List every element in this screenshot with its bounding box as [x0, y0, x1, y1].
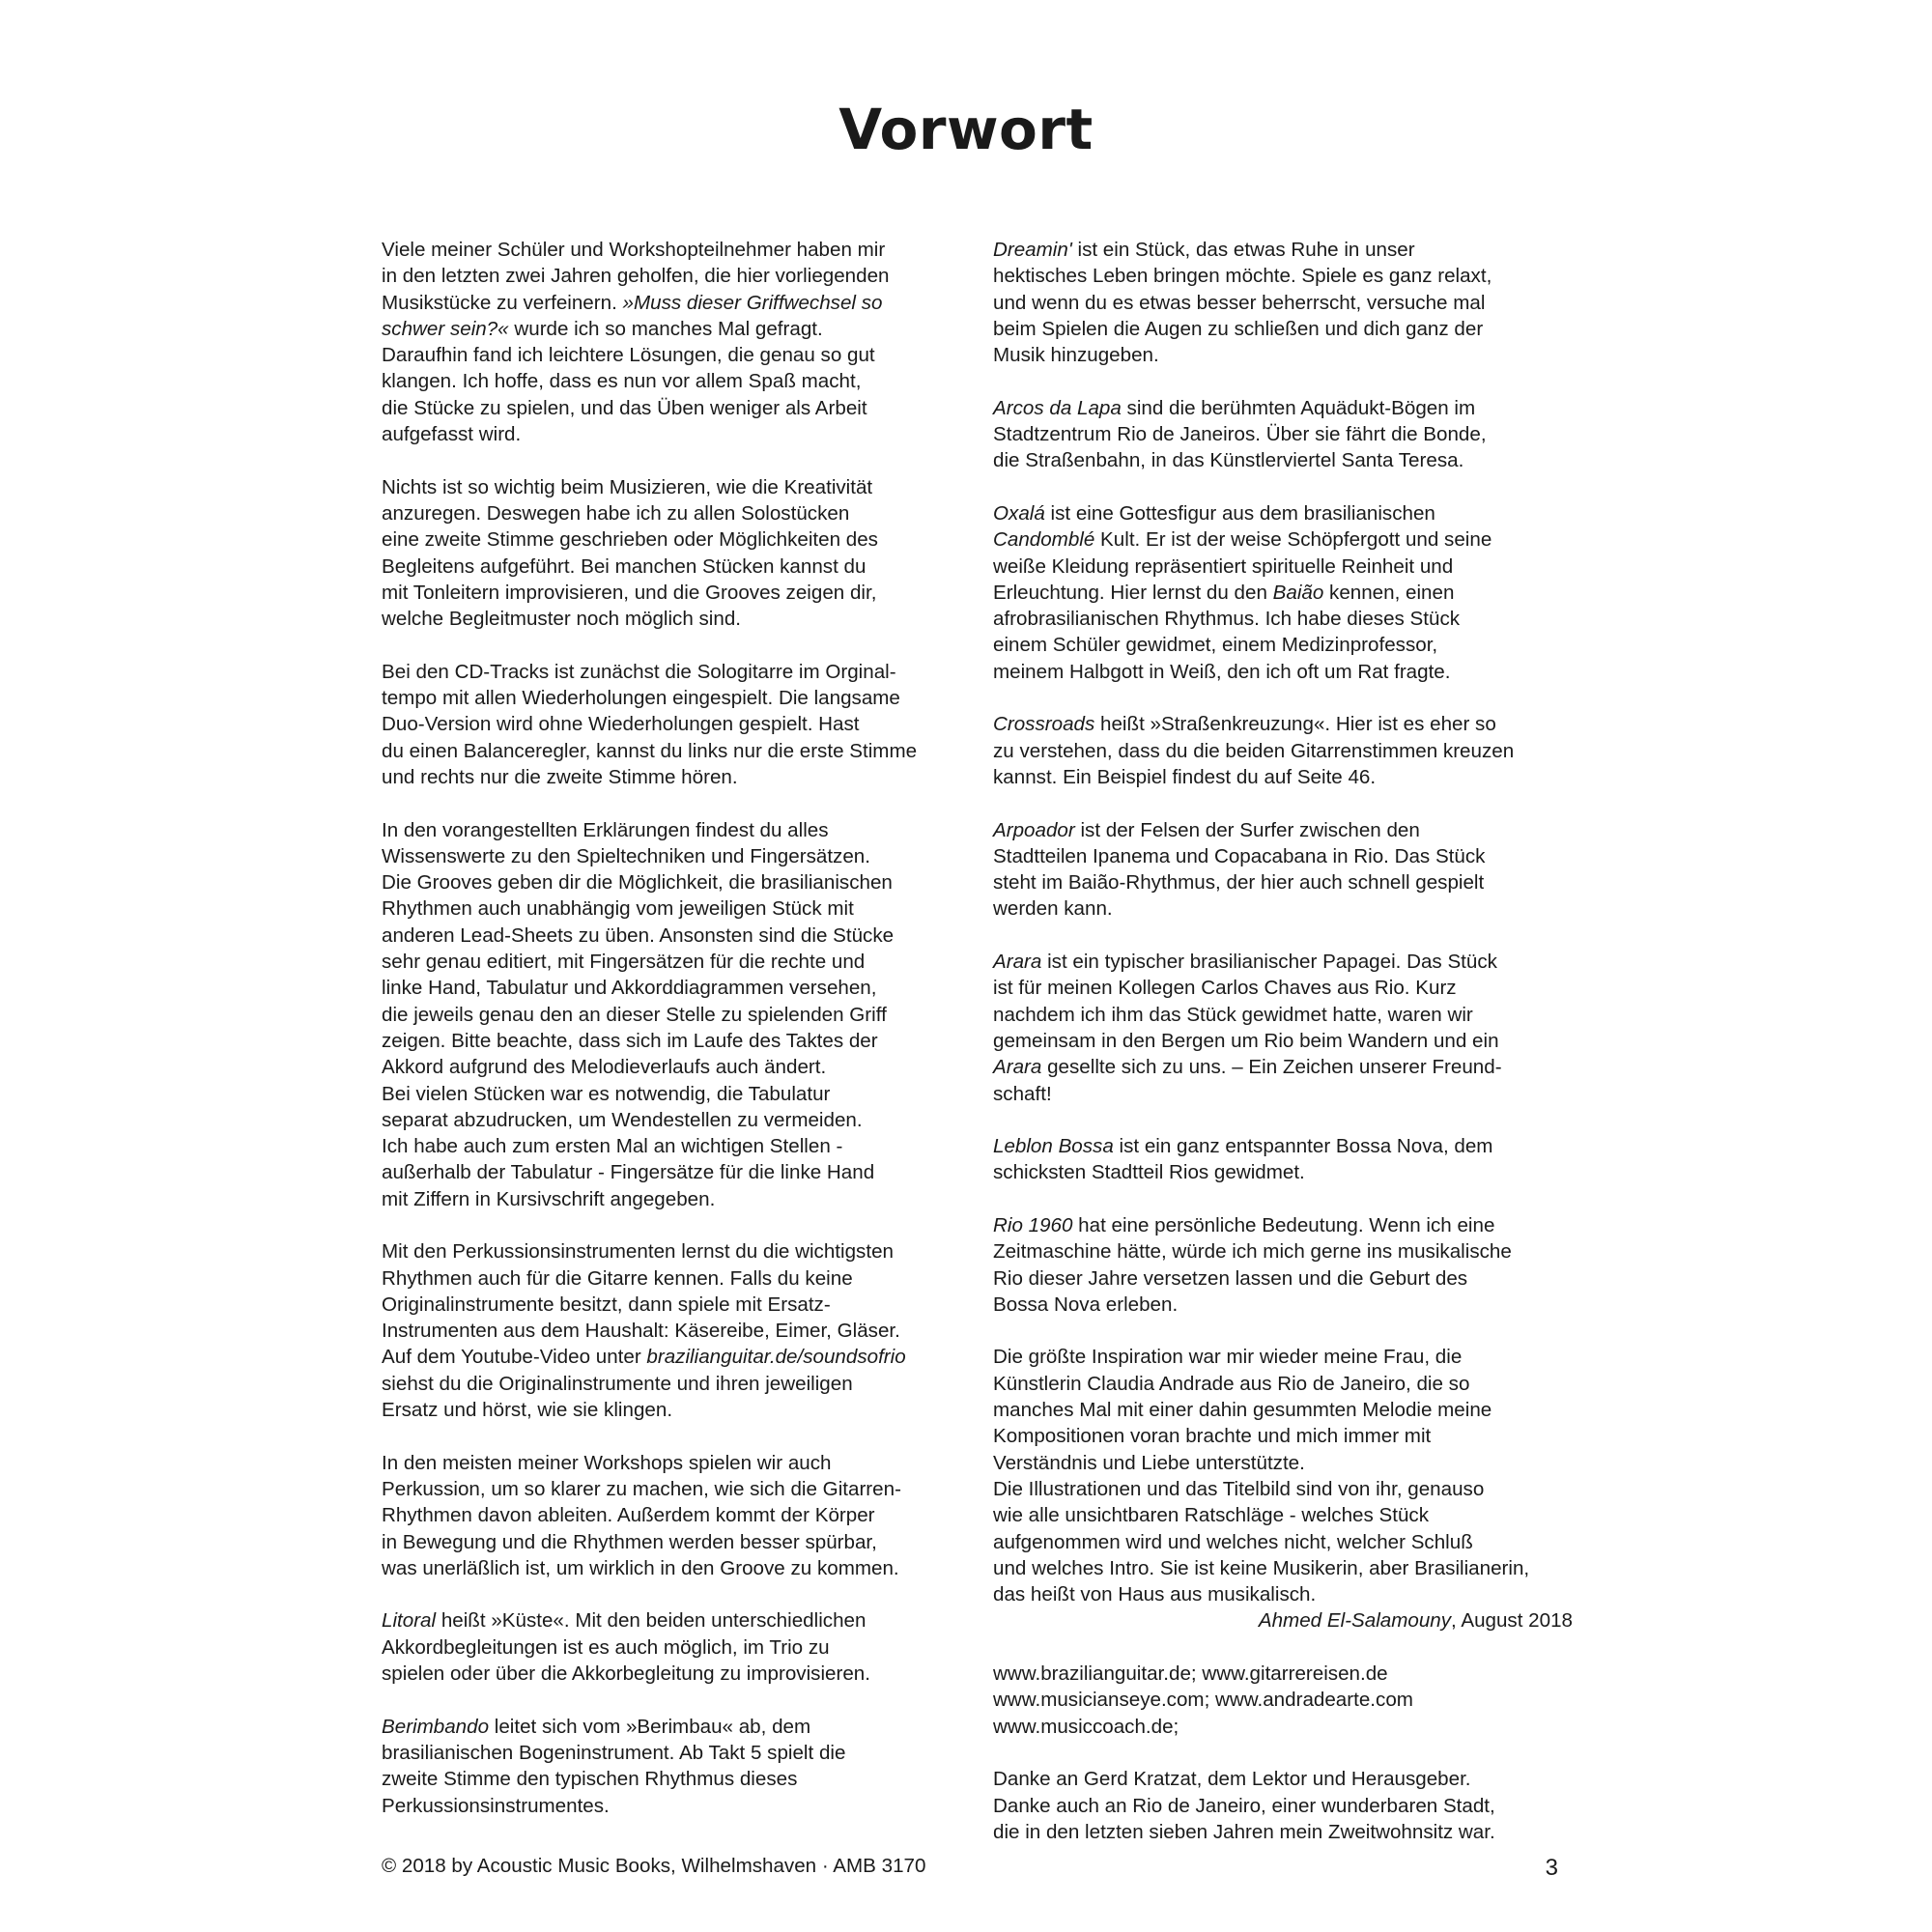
italic-term: Baião	[1272, 581, 1324, 604]
paragraph-crossroads	[993, 711, 1573, 790]
italic-term: Candomblé	[993, 528, 1095, 552]
text-span: siehst du die Originalinstrumente und ihren jeweiligen Ersatz und hörst, wie sie klingen.	[382, 1372, 853, 1422]
text-span: heißt »Küste«. Mit den beiden unterschiedlichen Akkordbegleitungen ist es auch möglich, im Trio zu spielen oder über die Akkorbegleitung zu improvisieren.	[382, 1609, 870, 1686]
text-span: gesellte sich zu uns. – Ein Zeichen unserer Freund- schaft!	[993, 1056, 1502, 1105]
text-span: Kult. Er ist der weise Schöpfergott und seine weiße Kleidung repräsentiert spirituelle Reinheit und Erleuchtung. Hier lernst du den	[993, 528, 1492, 604]
page-title: Vorwort	[838, 97, 1094, 162]
text-span: Viele meiner Schüler und Workshopteilnehmer haben mir in den letzten zwei Jahren geholfen, die hier vorliegenden Musikstücke zu verfeinern.	[382, 239, 890, 314]
italic-term: Arara	[993, 1056, 1042, 1079]
paragraph-arara	[993, 949, 1573, 1107]
paragraph-berimbando	[382, 1714, 961, 1819]
paragraph-cd-tracks: Bei den CD-Tracks ist zunächst die Sologitarre im Orginal- tempo mit allen Wiederholungen eingespielt. Die langsame Duo-Version wird ohne Wiederholungen gespielt. Hast du einen Balanceregler, kannst du links nur die erste Stimme und rechts nur die zweite Stimme hören.	[382, 660, 918, 788]
page-number: 3	[1545, 1855, 1558, 1881]
italic-quote: »Muss dieser Griffwechsel so schwer sein?«	[382, 291, 883, 340]
paragraph-arcos-da-lapa	[993, 395, 1573, 474]
paragraph-dreamin	[993, 237, 1573, 368]
paragraph-explanations: In den vorangestellten Erklärungen findest du alles Wissenswerte zu den Spieltechniken und Fingersätzen. Die Grooves geben dir die Möglichkeit, die brasilianischen Rhythmen auch unabhängig vom jeweiligen Stück mit anderen Lead-Sheets zu üben. Ansonsten sind die Stücke sehr genau editiert, mit Fingersätzen für die rechte und linke Hand, Tabulatur und Akkorddiagrammen versehen, die jeweils genau den an dieser Stelle zu spielenden Griff zeigen. Bitte beachte, dass sich im Laufe des Taktes der Akkord aufgrund des Melodieverlaufs auch ändert. Bei vielen Stücken war es notwendig, die Tabulatur separat abzudrucken, um Wendestellen zu vermeiden. Ich habe auch zum ersten Mal an wichtigen Stellen - außerhalb der Tabulatur - Fingersätze für die linke Hand mit Ziffern in Kursivschrift angegeben.	[382, 818, 895, 1210]
piece-title: Crossroads	[993, 713, 1095, 736]
text-span: leitet sich vom »Berimbau« ab, dem brasilianischen Bogeninstrument. Ab Takt 5 spielt die zweite Stimme den typischen Rhythmus dieses Perkussionsinstrumentes.	[382, 1715, 846, 1817]
paragraph-litoral	[382, 1607, 961, 1687]
text-span: ist eine Gottesfigur aus dem brasilianischen	[1050, 501, 1435, 525]
text-span: heißt »Straßenkreuzung«. Hier ist es eher so zu verstehen, dass du die beiden Gitarrenstimmen kreuzen kannst. Ein Beispiel findest du auf Seite 46.	[993, 713, 1515, 788]
copyright-notice: © 2018 by Acoustic Music Books, Wilhelmshaven · AMB 3170	[382, 1855, 926, 1877]
paragraph-percussion	[382, 1238, 961, 1423]
text-span: wurde ich so manches Mal gefragt. Daraufhin fand ich leichtere Lösungen, die genau so gut klangen. Ich hoffe, dass es nun vor allem Spaß macht, die Stücke zu spielen, und das Üben weniger als Arbeit aufgefasst wird.	[382, 317, 875, 446]
text-span: ist ein ganz entspannter Bossa Nova, dem schicksten Stadtteil Rios gewidmet.	[993, 1135, 1493, 1184]
text-span: hat eine persönliche Bedeutung. Wenn ich eine Zeitmaschine hätte, würde ich mich gerne ins musikalische Rio dieser Jahre versetzen lassen und die Geburt des Bossa Nova erleben.	[993, 1213, 1512, 1316]
text-span: ist der Felsen der Surfer zwischen den Stadtteilen Ipanema und Copacabana in Rio. Das Stück steht im Baião-Rhythmus, der hier auch schnell gespielt werden kann.	[993, 818, 1486, 921]
left-column	[382, 237, 961, 1819]
text-span: ist ein typischer brasilianischer Papagei. Das Stück ist für meinen Kollegen Carlos Chaves aus Rio. Kurz nachdem ich ihm das Stück gewidmet hatte, waren wir gemeinsam in den Bergen um Rio beim Wandern und ein	[993, 951, 1499, 1052]
paragraph-creativity: Nichts ist so wichtig beim Musizieren, wie die Kreativität anzuregen. Deswegen habe ich zu allen Solostücken eine zweite Stimme geschrieben oder Möglichkeiten des Begleitens aufgeführt. Bei manchen Stücken kannst du mit Tonleitern improvisieren, und die Grooves zeigen dir, welche Begleitmuster noch möglich sind.	[382, 475, 878, 631]
paragraph-oxala	[993, 500, 1573, 685]
paragraph-workshops: In den meisten meiner Workshops spielen wir auch Perkussion, um so klarer zu machen, wie sich die Gitarren- Rhythmen davon ableiten. Außerdem kommt der Körper in Bewegung und die Rhythmen werden besser spürbar, was unerläßlich ist, um wirklich in den Groove zu kommen.	[382, 1451, 901, 1579]
piece-title: Berimbando	[382, 1715, 490, 1738]
italic-url: brazilianguitar.de/soundsofrio	[646, 1346, 906, 1369]
paragraph-leblon-bossa	[993, 1133, 1573, 1186]
piece-title: Leblon Bossa	[993, 1135, 1114, 1158]
piece-title: Arcos da Lapa	[993, 396, 1122, 419]
piece-title: Litoral	[382, 1609, 437, 1633]
piece-title: Dreamin'	[993, 239, 1072, 261]
website-links: www.brazilianguitar.de; www.gitarrereisen.de www.musicianseye.com; www.andradearte.com www.musiccoach.de;	[993, 1662, 1413, 1738]
signature	[993, 1607, 1573, 1634]
paragraph-intro	[382, 237, 961, 447]
text-span: kennen, einen afrobrasilianischen Rhythmus. Ich habe dieses Stück einem Schüler gewidmet, einem Medizinprofessor, meinem Halbgott in Weiß, den ich oft um Rat fragte.	[993, 581, 1461, 683]
piece-title: Arara	[993, 951, 1042, 974]
paragraph-inspiration: Die größte Inspiration war mir wieder meine Frau, die Künstlerin Claudia Andrade aus Rio de Janeiro, die so manches Mal mit einer dahin gesummten Melodie meine Kompositionen voran brachte und mich immer mit Verständnis und Liebe unterstützte. Die Illustrationen und das Titelbild sind von ihr, genauso wie alle unsichtbaren Ratschläge - welches Stück aufgenommen wird und welches nicht, welcher Schluß und welches Intro. Sie ist keine Musikerin, aber Brasilianerin, das heißt von Haus aus musikalisch.	[993, 1346, 1530, 1606]
piece-title: Oxalá	[993, 501, 1045, 525]
text-span: sind die berühmten Aquädukt-Bögen im Stadtzentrum Rio de Janeiros. Über sie fährt die Bonde, die Straßenbahn, in das Künstlerviertel Santa Teresa.	[993, 396, 1487, 472]
text-span: ist ein Stück, das etwas Ruhe in unser hektisches Leben bringen möchte. Spiele es ganz relaxt, und wenn du es etwas besser beherrscht, versuche mal beim Spielen die Augen zu schließen und dich ganz der Musik hinzugeben.	[993, 239, 1492, 367]
piece-title: Arpoador	[993, 818, 1075, 841]
author-name: Ahmed El-Salamouny	[1258, 1609, 1452, 1633]
paragraph-thanks: Danke an Gerd Kratzat, dem Lektor und Herausgeber. Danke auch an Rio de Janeiro, einer wunderbaren Stadt, die in den letzten sieben Jahren mein Zweitwohnsitz war.	[993, 1768, 1495, 1843]
text-span: Mit den Perkussionsinstrumenten lernst du die wichtigsten Rhythmen auch für die Gitarre kennen. Falls du keine Originalinstrumente besitzt, dann spiele mit Ersatz- Instrumenten aus dem Haushalt: Käsereibe, Eimer, Gläser. Auf dem Youtube-Video unter	[382, 1240, 900, 1369]
right-column	[993, 237, 1573, 1845]
paragraph-arpoador	[993, 817, 1573, 923]
piece-title: Rio 1960	[993, 1213, 1073, 1236]
paragraph-rio-1960	[993, 1212, 1573, 1318]
signature-date: , August 2018	[1451, 1609, 1573, 1633]
